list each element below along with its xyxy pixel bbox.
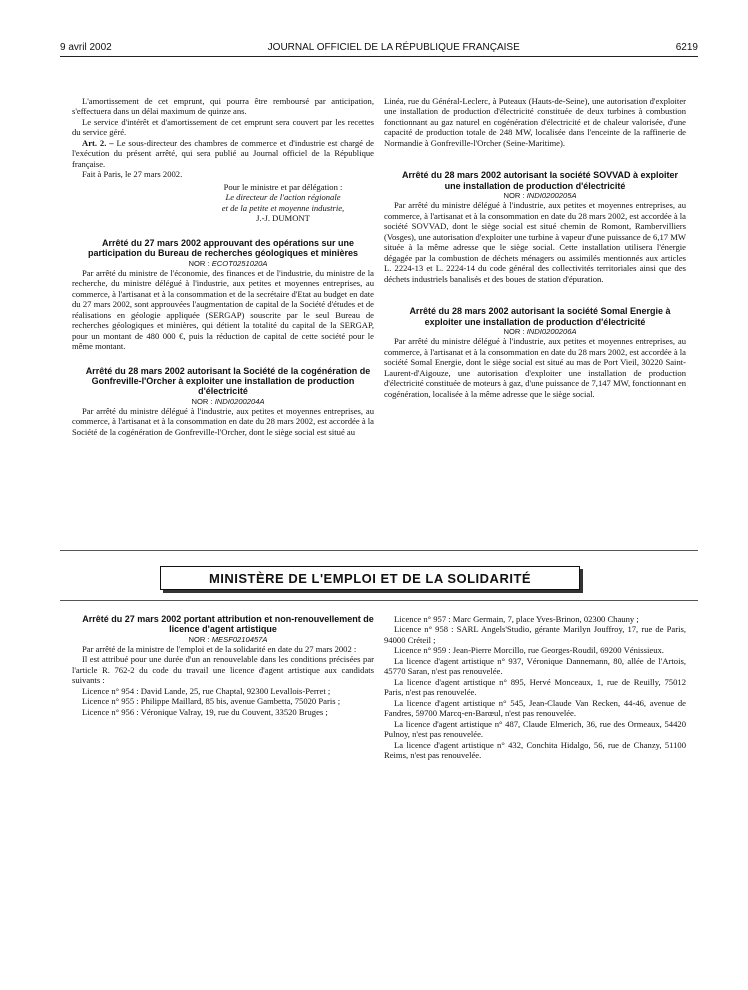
paragraph: Il est attribué pour une durée d'un an renouvelable dans les conditions précisées par l'article R. 762-2 du code du travail une licence d'agent artistique aux candidats suivants : [72, 654, 374, 686]
list-item: Licence n° 957 : Marc Germain, 7, place Yves-Brinon, 02300 Chauny ; [394, 614, 639, 624]
paragraph: Linéa, rue du Général-Leclerc, à Puteaux (Hauts-de-Seine), une autorisation d'exploiter une installation de production d'électricité constituée de deux turbines à combustion fonctionnant au gaz naturel en cogénération d'électricité et de chaleur valorisée, d'une capacité de production totale de 248 MW, localisée dans l'enceinte de la raffinerie de Normandie à Gonfreville-l'Orcher (Seine-Maritime). [384, 96, 686, 148]
ministry-banner: MINISTÈRE DE L'EMPLOI ET DE LA SOLIDARITÉ [160, 566, 580, 590]
nor-reference: NOR : INDI0200205A [503, 191, 577, 201]
list-item: La licence d'agent artistique n° 487, Claude Elmerich, 36, rue des Ormeaux, 54420 Pulnoy, n'est pas renouvelée. [384, 718, 686, 740]
signature-name: J.-J. DUMONT [256, 213, 310, 224]
article-title: Arrêté du 28 mars 2002 autorisant la société SOVVAD à exploiter une installation de production d'électricité [402, 170, 678, 191]
list-item: Licence n° 958 : SARL Angels'Studio, gérante Marilyn Jouffroy, 17, rue de Paris, 94000 Créteil ; [384, 624, 686, 645]
paragraph [72, 138, 374, 169]
list-item: Licence n° 959 : Jean-Pierre Morcillo, rue Georges-Roudil, 69200 Vénissieux. [394, 645, 664, 656]
article-title: Arrêté du 27 mars 2002 portant attribution et non-renouvellement de licence d'agent artistique [82, 614, 374, 635]
header-date: 9 avril 2002 [60, 42, 112, 53]
header-journal-title: JOURNAL OFFICIEL DE LA RÉPUBLIQUE FRANÇAISE [267, 42, 520, 53]
nor-reference: NOR : ECOT0251020A [188, 258, 268, 268]
list-item: Licence n° 956 : Véronique Valray, 19, rue du Couvent, 33520 Bruges ; [82, 706, 328, 717]
page-header [60, 42, 698, 57]
article-text: Le sous-directeur des chambres de commerce et d'industrie est chargé de l'exécution du présent arrêté, qui sera publié au Journal officiel de la République française. [72, 137, 374, 169]
header-page-number: 6219 [675, 42, 698, 53]
signature-line: Le directeur de l'action régionale [225, 192, 341, 203]
list-item: Licence n° 954 : David Lande, 25, rue Chaptal, 92300 Levallois-Perret ; [82, 685, 331, 696]
right-column-lower [384, 614, 686, 761]
nor-reference: NOR : INDI0200204A [191, 396, 265, 406]
paragraph: Fait à Paris, le 27 mars 2002. [82, 169, 183, 180]
list-item: La licence d'agent artistique n° 937, Véronique Dannemann, 80, allée de l'Artois, 45770 Saran, n'est pas renouvelée. [384, 655, 686, 677]
list-item: La licence d'agent artistique n° 545, Jean-Claude Van Recken, 44-46, avenue de Fandres, 59700 Marcq-en-Barœul, n'est pas renouvelée. [384, 697, 686, 719]
signature-line: et de la petite et moyenne industrie, [221, 202, 345, 213]
paragraph: Par arrêté de la ministre de l'emploi et de la solidarité en date du 27 mars 2002 : [82, 643, 357, 654]
article-label: Art. 2. – [82, 137, 114, 148]
paragraph: Le service d'intérêt et d'amortissement de cet emprunt sera couvert par les recettes du service géré. [72, 116, 374, 138]
left-column-lower [72, 614, 374, 717]
list-item: La licence d'agent artistique n° 895, Hervé Monceaux, 1, rue de Reuilly, 75012 Paris, n'est pas renouvelée. [384, 676, 686, 698]
signature-line: Pour le ministre et par délégation : [223, 181, 343, 192]
section-rule [60, 550, 698, 551]
paragraph: Par arrêté du ministre de l'économie, des finances et de l'industrie, du ministre de la recherche, du ministre délégué à l'industrie, aux petites et moyennes entreprises, au commerce, à l'artisanat et à la consommation et de la secrétaire d'Etat au budget en date du 27 mars 2002, sont approuvées l'augmentation de capital de la Société d'études et de réalisations en géologie appliquée (SERGAP) souscrite par le seul Bureau de recherches géologiques et minières, qui détient la totalité du capital de la SERGAP, pour un montant de 480 000 €, puis la réduction de capital de cette société pour le même montant. [72, 267, 374, 352]
paragraph: L'amortissement de cet emprunt, qui pourra être remboursé par anticipation, s'effectuera dans un délai maximum de quinze ans. [72, 96, 374, 117]
section-rule [60, 600, 698, 601]
article-title: Arrêté du 27 mars 2002 approuvant des opérations sur une participation du Bureau de recherches géologiques et minières [87, 237, 359, 259]
paragraph: Par arrêté du ministre délégué à l'industrie, aux petites et moyennes entreprises, au commerce, à l'artisanat et à la consommation en date du 28 mars 2002, est accordée à la société SOVVAD, dont le siège social est situé chemin de Romont, Rambervilliers (Vosges), une autorisation d'exploiter une turbine à vapeur d'une puissance de 6,17 MW située à la même adresse que le siège social. Cette installation utilisera l'énergie dégagée par la combustion de déchets ménagers ou assimilés mentionnés aux articles L. 2224-13 et L. 2224-14 du code général des collectivités territoriales ainsi que des déchets industriels banalisés et des boues de station d'épuration. [384, 200, 686, 284]
signature-block [182, 182, 374, 224]
article-title: Arrêté du 28 mars 2002 autorisant la Société de la cogénération de Gonfreville-l'Orcher à exploiter une installation de production d'électricité [85, 365, 371, 397]
nor-reference: NOR : INDI0200206A [503, 326, 577, 336]
nor-reference: NOR : MESF0210457A [188, 634, 268, 644]
left-column-upper [72, 96, 374, 437]
paragraph: Par arrêté du ministre délégué à l'industrie, aux petites et moyennes entreprises, au commerce, à l'artisanat et à la consommation en date du 28 mars 2002, est accordée à la société Somal Energie, dont le siège social est situé au mas de Port Vieil, 30220 Saint-Laurent-d'Aigouze, une autorisation d'exploiter une installation de production d'électricité constituée de moteurs à gaz, d'une puissance de 7,147 MW, fonctionnant en cogénération, localisée à la même adresse que le siège social. [384, 336, 686, 399]
list-item: Licence n° 955 : Philippe Maillard, 85 bis, avenue Gambetta, 75020 Paris ; [82, 696, 341, 707]
right-column-upper [384, 96, 686, 399]
paragraph: Par arrêté du ministre délégué à l'industrie, aux petites et moyennes entreprises, au commerce, à l'artisanat et à la consommation en date du 28 mars 2002, est accordée à la Société de la cogénération de Gonfreville-l'Orcher, dont le siège social est situé au [72, 405, 374, 437]
list-item: La licence d'agent artistique n° 432, Conchita Hidalgo, 56, rue de Chanzy, 51100 Reims, n'est pas renouvelée. [384, 739, 686, 761]
article-title: Arrêté du 28 mars 2002 autorisant la société Somal Energie à exploiter une installation de production d'électricité [409, 306, 671, 327]
